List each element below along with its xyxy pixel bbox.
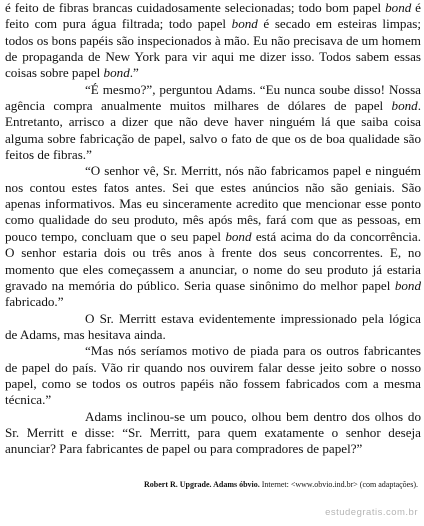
- source-citation: [144, 480, 418, 490]
- paragraph-6: Adams inclinou-se um pouco, olhou bem dentro dos olhos do Sr. Merritt e disse: “Sr. Merritt, para quem exatamente o senhor deseja anunciar? Para fabricantes de papel ou para compradores de papel?”: [5, 408, 421, 457]
- paragraph-1: é feito de fibras brancas cuidadosamente selecionadas; todo bom papel bond é feito com pura água filtrada; todo papel bond é secado em esteiras limpas; todos os bons papéis são inspecionados à mão. Eu não precisava de um homem de propaganda de New York para vir aqui me dizer isso. Todos sabem essas coisas sobre papel bond.”: [5, 0, 421, 81]
- paragraph-5: “Mas nós seríamos motivo de piada para os outros fabricantes de papel do país. Vão rir quando nos ouvirem falar desse jeito sobre o nosso papel, como se todos os outros papéis não fossem fabricados com a mesma técnica.”: [5, 343, 421, 408]
- document-body: [5, 0, 421, 458]
- citation-author: Robert R. Upgrade. Adams óbvio.: [143, 480, 260, 489]
- italic-term: bond: [225, 228, 252, 244]
- citation-source: Internet: <www.obvio.ind.br> (com adaptações).: [259, 480, 418, 489]
- italic-term: bond: [231, 16, 258, 32]
- paragraph-2: “É mesmo?”, perguntou Adams. “Eu nunca soube disso! Nossa agência compra anualmente muitos milhares de dólares de papel bond. Entretanto, arrisco a dizer que não deve haver ninguém lá que saiba coisa alguma sobre fabricação de papel, salvo o fato de que os de boa qualidade são feitos de fibras.”: [5, 81, 421, 163]
- italic-term: bond: [385, 0, 412, 15]
- italic-term: bond: [103, 65, 130, 81]
- site-watermark: estudegratis.com.br: [325, 507, 418, 518]
- italic-term: bond: [391, 98, 418, 114]
- paragraph-3: “O senhor vê, Sr. Merritt, nós não fabricamos papel e ninguém nos contou estes fatos antes. Sei que estes anúncios não são geniais. São apenas informativos. Mas eu sinceramente acredito que mencionar esse ponto como qualidade do seu produto, mês após mês, fará com que as pessoas, em pouco tempo, concluam que o seu papel bond está acima do da concorrência. O senhor estaria dois ou três anos à frente dos seus concorrentes. E, no momento que eles começassem a anunciar, o nome do seu produto já estaria gravado na memória do público. Seria quase sinônimo do melhor papel bond fabricado.”: [5, 163, 422, 310]
- italic-term: bond: [394, 277, 421, 293]
- paragraph-4: O Sr. Merritt estava evidentemente impressionado pela lógica de Adams, mas hesitava ainda.: [5, 310, 421, 342]
